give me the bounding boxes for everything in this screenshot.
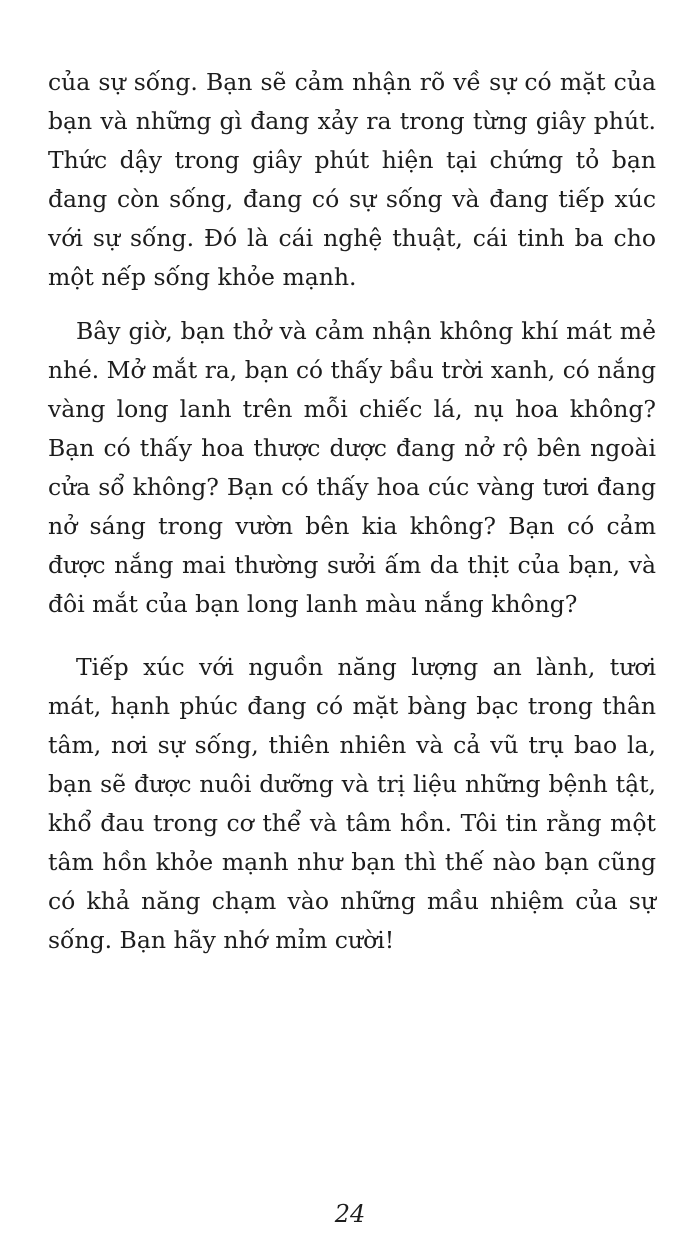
paragraph-line: có khả năng chạm vào những mầu nhiệm của sự xyxy=(48,887,656,915)
paragraph-line: nhé. Mở mắt ra, bạn có thấy bầu trời xanh, có nắng xyxy=(48,357,656,384)
paragraph-line: bạn và những gì đang xảy ra trong từng giây phút. xyxy=(48,107,656,135)
paragraph-line: tâm, nơi sự sống, thiên nhiên và cả vũ trụ bao la, xyxy=(48,731,656,759)
paragraph-line: đang còn sống, đang có sự sống và đang tiếp xúc xyxy=(48,185,656,213)
paragraph-line: bạn sẽ được nuôi dưỡng và trị liệu những bệnh tật, xyxy=(48,770,656,798)
page-number: 24 xyxy=(334,1200,366,1228)
paragraph-2 xyxy=(48,312,656,624)
paragraph-line: cửa sổ không? Bạn có thấy hoa cúc vàng tươi đang xyxy=(48,473,656,501)
paragraph-line: đôi mắt của bạn long lanh màu nắng không? xyxy=(48,590,578,618)
paragraph-line: Tiếp xúc với nguồn năng lượng an lành, tươi xyxy=(76,653,656,681)
paragraph-line: với sự sống. Đó là cái nghệ thuật, cái tinh ba cho xyxy=(48,224,656,252)
paragraph-line: tâm hồn khỏe mạnh như bạn thì thế nào bạn cũng xyxy=(48,848,656,876)
paragraph-line: mát, hạnh phúc đang có mặt bàng bạc trong thân xyxy=(48,692,656,720)
paragraph-line: của sự sống. Bạn sẽ cảm nhận rõ về sự có mặt của xyxy=(48,68,656,96)
paragraph-line: một nếp sống khỏe mạnh. xyxy=(48,263,357,291)
paragraph-line: Bây giờ, bạn thở và cảm nhận không khí mát mẻ xyxy=(76,317,656,345)
paragraph-line: được nắng mai thường sưởi ấm da thịt của bạn, và xyxy=(48,551,656,579)
paragraph-line: Thức dậy trong giây phút hiện tại chứng tỏ bạn xyxy=(48,146,656,174)
paragraph-line: khổ đau trong cơ thể và tâm hồn. Tôi tin rằng một xyxy=(48,809,656,837)
paragraph-3 xyxy=(48,648,656,960)
paragraph-1 xyxy=(48,63,656,297)
paragraph-line: nở sáng trong vườn bên kia không? Bạn có cảm xyxy=(48,512,656,540)
paragraph-line: sống. Bạn hãy nhớ mỉm cười! xyxy=(48,926,395,954)
paragraph-line: vàng long lanh trên mỗi chiếc lá, nụ hoa không? xyxy=(48,395,656,423)
paragraph-line: Bạn có thấy hoa thược dược đang nở rộ bên ngoài xyxy=(48,434,656,462)
